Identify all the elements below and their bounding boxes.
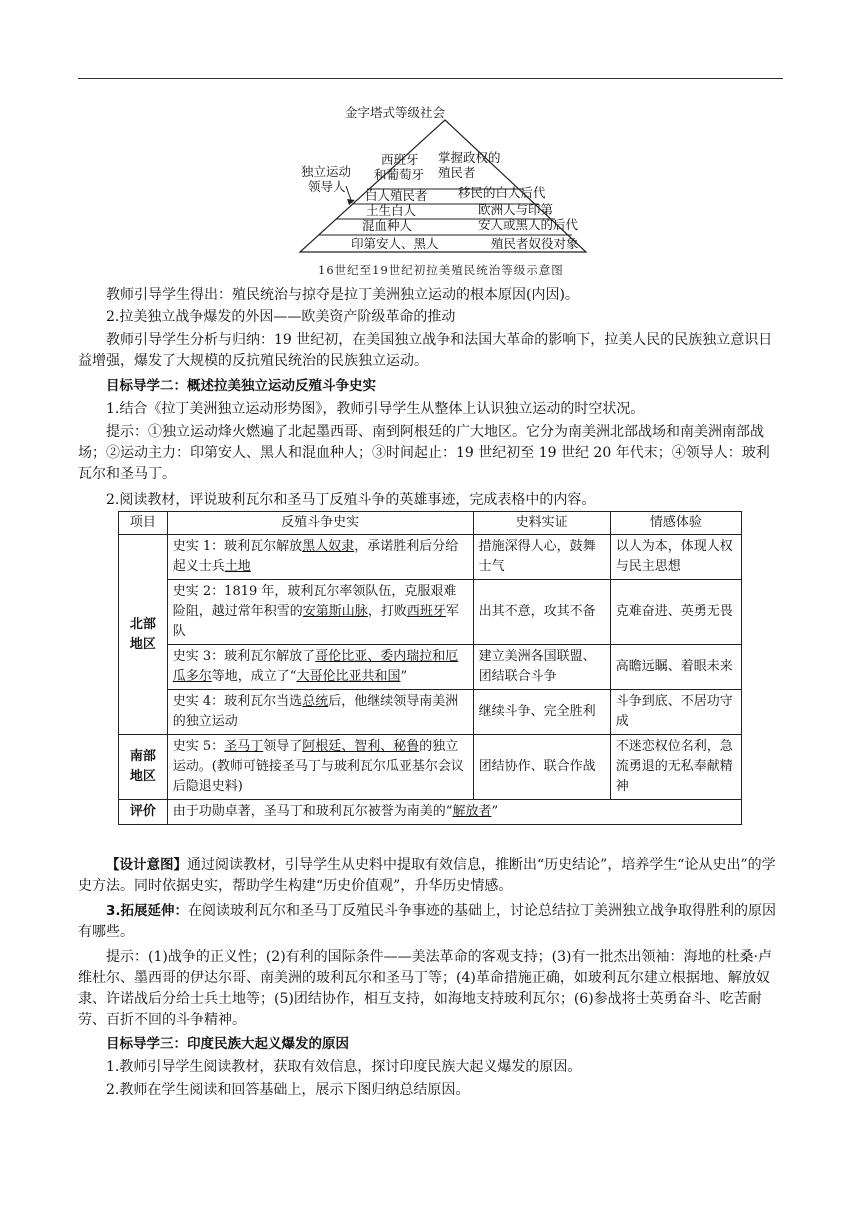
paragraph-outer-cause: 教师引导学生分析与归纳：19 世纪初，在美国独立战争和法国大革命的影响下，拉美人民的民族独立意识日益增强，爆发了大规模的反抗殖民统治的民族独立运动。 <box>78 332 773 369</box>
paragraph-india-1: 1.教师引导学生阅读教材，获取有效信息，探讨印度民族大起义爆发的原因。 <box>106 1059 582 1075</box>
right-label-2: 移民的白人后代 <box>458 185 546 200</box>
emotion-5: 不迷恋权位名利，急流勇退的无私奉献精神 <box>610 735 741 800</box>
table-row <box>119 580 742 645</box>
header-evidence: 史料实证 <box>473 512 610 535</box>
evidence-5: 团结协作、联合作战 <box>473 735 610 800</box>
right-label-1a: 掌握政权的 <box>438 150 501 165</box>
fact-5: 史实 5：圣马丁领导了阿根廷、智利、秘鲁的独立运动。(教师可链接圣马丁与玻利瓦尔瓜亚基尔会议后隐退史料) <box>167 735 473 800</box>
header-facts: 反殖斗争史实 <box>167 512 473 535</box>
paragraph-india-2: 2.教师在学生阅读和回答基础上，展示下图归纳总结原因。 <box>106 1082 470 1098</box>
fact-1: 史实 1：玻利瓦尔解放黑人奴隶，承诺胜利后分给起义士兵土地 <box>167 535 473 580</box>
left-label-2: 领导人 <box>308 179 346 194</box>
fact-4: 史实 4：玻利瓦尔当选总统后，他继续领导南美洲的独立运动 <box>167 690 473 735</box>
header-rule <box>78 78 783 79</box>
paragraph-map: 1.结合《拉丁美洲独立运动形势图》，教师引导学生从整体上认识独立运动的时空状况。 <box>106 401 645 417</box>
tier1-line2: 和葡萄牙 <box>374 167 425 182</box>
right-label-3b: 安人或黑人的后代 <box>478 217 579 232</box>
paragraph-inner-cause: 教师引导学生得出：殖民统治与掠夺是拉丁美洲独立运动的根本原因(内因)。 <box>106 287 579 303</box>
evidence-2: 出其不意，攻其不备 <box>473 580 610 645</box>
heading-outer-cause: 2.拉美独立战争爆发的外因——欧美资产阶级革命的推动 <box>106 309 456 325</box>
header-item: 项目 <box>119 512 168 535</box>
fact-3: 史实 3：玻利瓦尔解放了哥伦比亚、委内瑞拉和厄瓜多尔等地，成立了“大哥伦比亚共和国” <box>167 645 473 690</box>
emotion-1: 以人为本，体现人权与民主思想 <box>610 535 741 580</box>
left-label-1: 独立运动 <box>301 164 352 179</box>
table-row <box>119 690 742 735</box>
evaluation-text: 由于功勋卓著，圣马丁和玻利瓦尔被誉为南美的“解放者” <box>167 800 741 825</box>
right-label-3a: 欧洲人与印第 <box>478 202 554 217</box>
paragraph-hint-1: 提示：①独立运动烽火燃遍了北起墨西哥、南到阿根廷的广大地区。它分为南美洲北部战场和南美洲南部战场；②运动主力：印第安人、黑人和混血种人；③时间起止：19 世纪初至 19 世纪 20 年代末；④领导人：玻利瓦尔和圣马丁。 <box>78 424 770 482</box>
figure-caption: 16世纪至19世纪初拉美殖民统治等级示意图 <box>318 263 564 277</box>
evidence-1: 措施深得人心，鼓舞士气 <box>473 535 610 580</box>
evidence-4: 继续斗争、完全胜利 <box>473 690 610 735</box>
table-row <box>119 645 742 690</box>
north-region-cell: 北部地区 <box>119 535 168 735</box>
emotion-3: 高瞻远瞩、着眼未来 <box>610 645 741 690</box>
extension: 3.拓展延伸：在阅读玻利瓦尔和圣马丁反殖民斗争事迹的基础上，讨论总结拉丁美洲独立战争取得胜利的原因有哪些。 <box>78 903 777 940</box>
figure-title: 金字塔式等级社会 <box>345 105 446 120</box>
table-row <box>119 800 742 825</box>
pyramid-figure <box>290 105 600 283</box>
struggle-table <box>118 511 742 825</box>
tier2: 白人殖民者 <box>365 188 428 203</box>
tier4: 混血种人 <box>362 218 413 233</box>
emotion-4: 斗争到底、不居功守成 <box>610 690 741 735</box>
tier1-line1: 西班牙 <box>381 152 419 167</box>
south-region-cell: 南部地区 <box>119 735 168 800</box>
evaluation-label: 评价 <box>119 800 168 825</box>
tier5: 印第安人、黑人 <box>351 236 439 251</box>
paragraph-table-task: 2.阅读教材，评说玻利瓦尔和圣马丁反殖斗争的英雄事迹，完成表格中的内容。 <box>106 492 596 508</box>
right-label-1b: 殖民者 <box>438 165 476 180</box>
fact-2: 史实 2：1819 年，玻利瓦尔率领队伍，克服艰难险阻，越过常年积雪的安第斯山脉，打败西班牙军队 <box>167 580 473 645</box>
design-intent: 【设计意图】通过阅读教材，引导学生从史料中提取有效信息，推断出“历史结论”，培养学生“论从史出”的学史方法。同时依据史实，帮助学生构建“历史价值观”，升华历史情感。 <box>78 857 776 894</box>
paragraph-hint-2: 提示：(1)战争的正义性；(2)有利的国际条件——美法革命的客观支持；(3)有一批杰出领袖：海地的杜桑·卢维杜尔、墨西哥的伊达尔哥、南美洲的玻利瓦尔和圣马丁等；(4)革命措施正确，如玻利瓦尔建立根据地、解放奴隶、许诺战后分给士兵土地等；(5)团结协作，相互支持，如海地支持玻利瓦尔；(6)参战将士英勇奋斗、吃苦耐劳、百折不回的斗争精神。 <box>78 949 772 1028</box>
table-header-row <box>119 512 742 535</box>
emotion-2: 克难奋进、英勇无畏 <box>610 580 741 645</box>
table-row <box>119 535 742 580</box>
table-row <box>119 735 742 800</box>
tier3: 土生白人 <box>366 203 417 218</box>
header-emotion: 情感体验 <box>610 512 741 535</box>
section-heading-2: 目标导学二：概述拉美独立运动反殖斗争史实 <box>106 378 376 394</box>
right-label-4: 殖民者奴役对象 <box>491 236 579 251</box>
evidence-3: 建立美洲各国联盟、团结联合斗争 <box>473 645 610 690</box>
section-heading-3: 目标导学三：印度民族大起义爆发的原因 <box>106 1036 349 1052</box>
